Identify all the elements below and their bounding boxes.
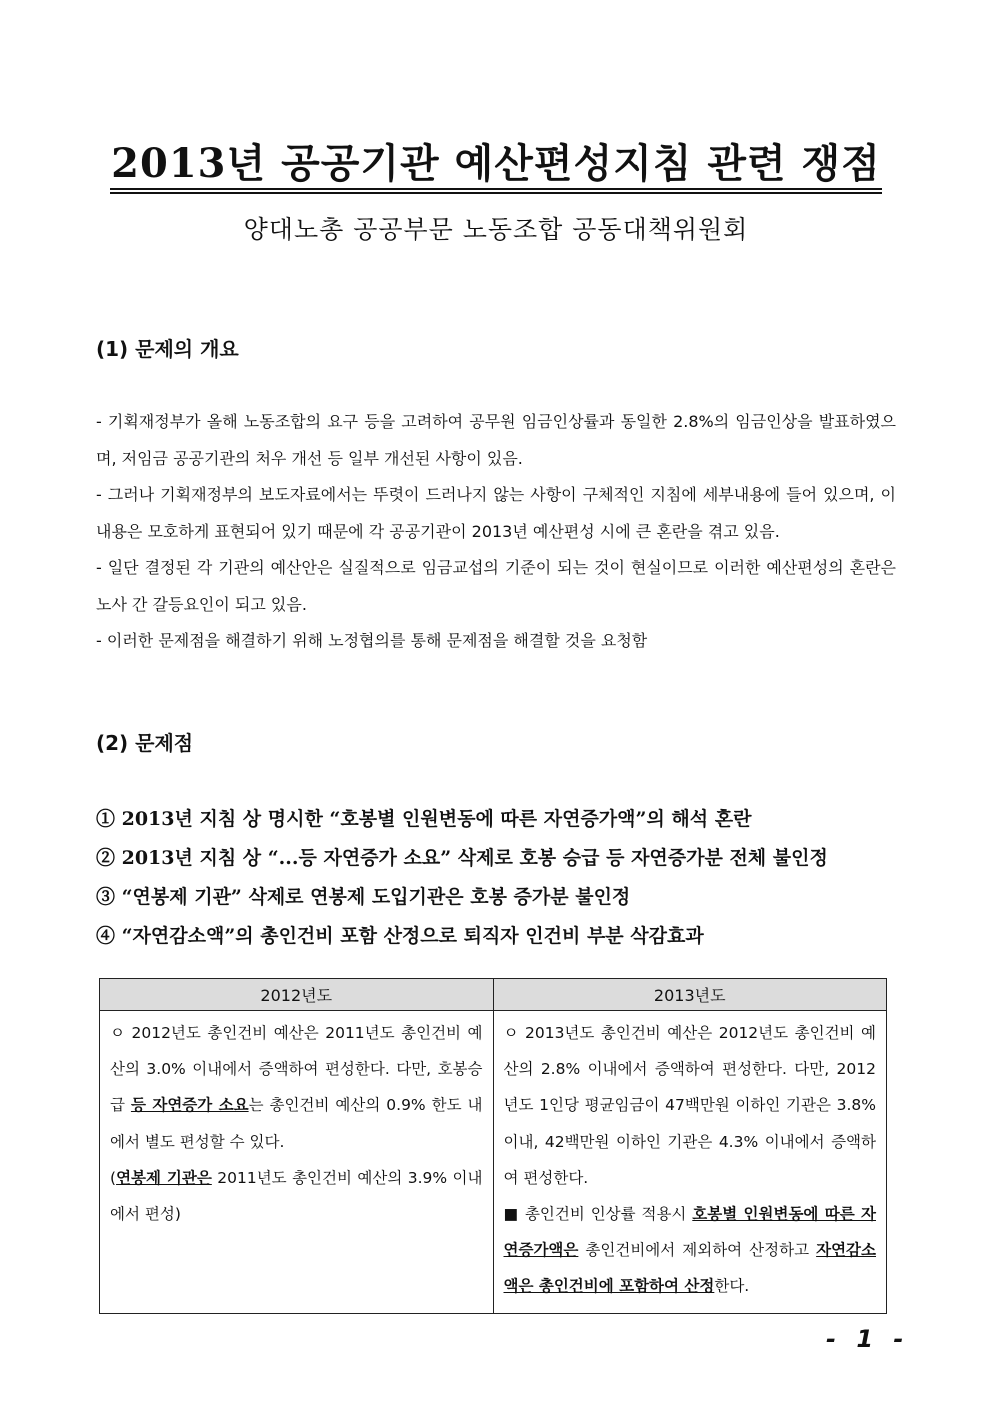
text-run: ■ 총인건비 인상률 적용시	[503, 1205, 693, 1224]
section-heading-overview: (1) 문제의 개요	[96, 337, 239, 361]
text-run: ㅇ 2012년도 총인건비 예산은 2011년도 총인건비 예산의 3.0% 이내에서 증액하여 편성한다. 다만, 호봉승급	[110, 1024, 483, 1115]
issue-list	[96, 800, 906, 956]
issue-item: ④ “자연감소액”의 총인건비 포함 산정으로 퇴직자 인건비 부분 삭감효과	[96, 925, 704, 947]
overview-paragraphs	[96, 404, 896, 660]
overview-paragraph: - 기획재정부가 올해 노동조합의 요구 등을 고려하여 공무원 임금인상률과 동일한 2.8%의 임금인상을 발표하였으며, 저임금 공공기관의 처우 개선 등 일부 개선된 사항이 있음.	[96, 412, 896, 468]
text-run: 는 총인건비 예산의 0.9% 한도 내에서 별도 편성할 수 있다.	[110, 1096, 483, 1151]
cell-2012-note	[110, 1160, 483, 1232]
comparison-table	[99, 978, 887, 1314]
table-header-row	[100, 979, 887, 1011]
issue-item: ③ “연봉제 기관” 삭제로 연봉제 도입기관은 호봉 증가분 불인정	[96, 886, 631, 908]
issue-item: ② 2013년 지침 상 “...등 자연증가 소요” 삭제로 호봉 승급 등 자연증가분 전체 불인정	[96, 847, 828, 869]
cell-2012	[100, 1011, 494, 1314]
text-run: 2011년도 총인건비 예산의 3.9% 이내에서 편성)	[110, 1168, 483, 1224]
overview-paragraph: - 일단 결정된 각 기관의 예산안은 실질적으로 임금교섭의 기준이 되는 것이 현실이므로 이러한 예산편성의 혼란은 노사 간 갈등요인이 되고 있음.	[96, 558, 896, 614]
cell-2013-note	[504, 1196, 877, 1305]
overview-paragraph: - 이러한 문제점을 해결하기 위해 노정협의를 통해 문제점을 해결할 것을 요청함	[96, 631, 648, 650]
section-heading-problems: (2) 문제점	[96, 731, 194, 755]
cell-2013-paragraph: ㅇ 2013년도 총인건비 예산은 2012년도 총인건비 예산의 2.8% 이내에서 증액하여 편성한다. 다만, 2012년도 1인당 평균임금이 47백만원 이하인 기관은 3.8% 이내, 42백만원 이하인 기관은 4.3% 이내에서 증액하여 편성한다.	[503, 1024, 876, 1187]
title-underline	[110, 188, 882, 190]
underlined-text: 등 자연증가 소요	[130, 1096, 249, 1115]
text-run: 한다.	[714, 1277, 750, 1296]
page-number: - 1 -	[826, 1325, 910, 1353]
cell-2012-paragraph	[110, 1015, 483, 1160]
title-underline-second	[110, 192, 882, 194]
cell-2013	[493, 1011, 887, 1314]
table-row	[100, 1011, 887, 1314]
document-subtitle: 양대노총 공공부문 노동조합 공동대책위원회	[243, 215, 749, 244]
table-header-2013: 2013년도	[493, 979, 887, 1011]
text-run: 총인건비에서 제외하여 산정하고	[578, 1241, 817, 1260]
underlined-text: 호봉별 인원변동에 따른 자연증가액은	[503, 1205, 876, 1260]
issue-item: ① 2013년 지침 상 명시한 “호봉별 인원변동에 따른 자연증가액”의 해석 혼란	[96, 808, 752, 830]
underlined-text: 자연감소액은 총인건비에 포함하여 산정	[503, 1241, 876, 1296]
overview-paragraph: - 그러나 기획재정부의 보도자료에서는 뚜렷이 드러나지 않는 사항이 구체적인 지침에 세부내용에 들어 있으며, 이 내용은 모호하게 표현되어 있기 때문에 각 공공기관이 2013년 예산편성 시에 큰 혼란을 겪고 있음.	[96, 485, 896, 541]
document-title: 2013년 공공기관 예산편성지침 관련 쟁점	[111, 140, 881, 187]
table-header-2012: 2012년도	[100, 979, 494, 1011]
text-run: (	[110, 1168, 117, 1187]
underlined-text: 연봉제 기관은	[116, 1168, 212, 1187]
